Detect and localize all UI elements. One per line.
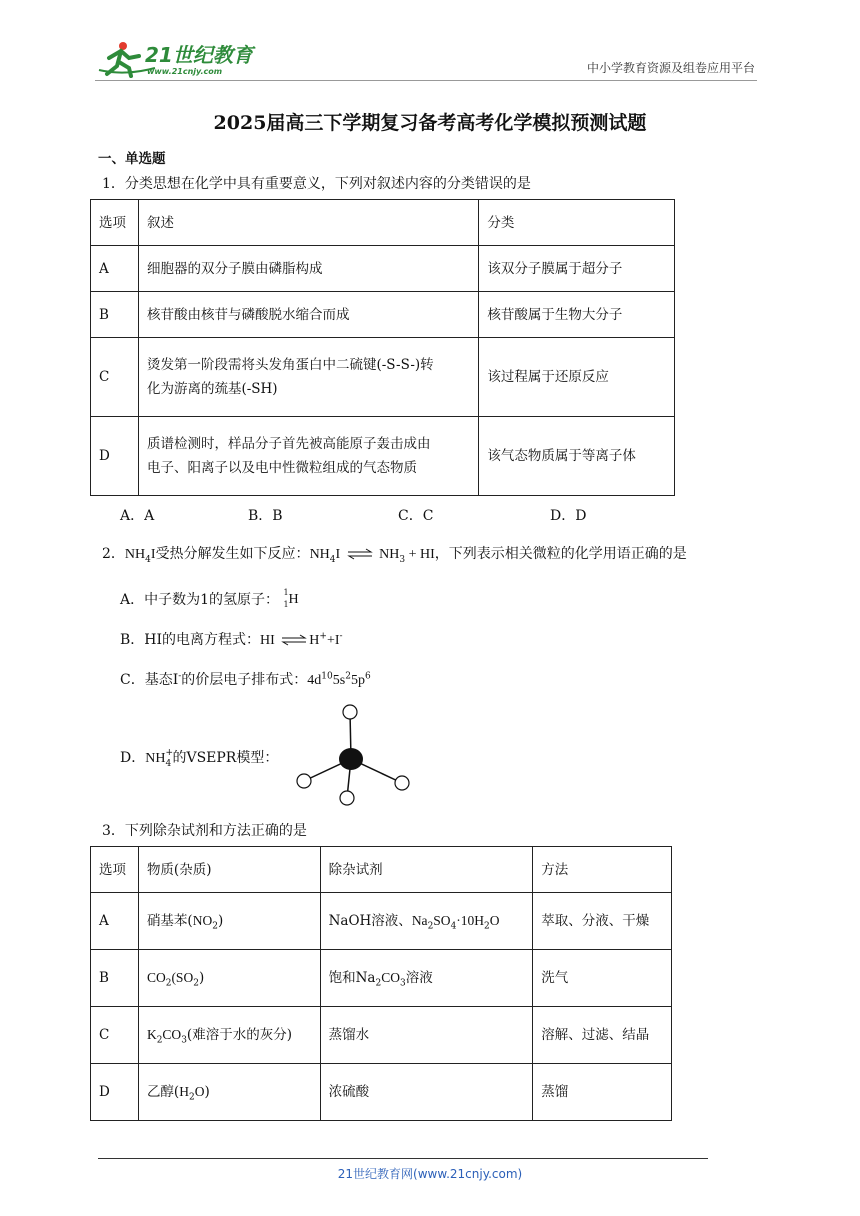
hydrogen-atom	[343, 705, 357, 719]
table-row	[91, 1007, 672, 1064]
description-cell: 核苷酸由核苷与磷酸脱水缩合而成	[138, 292, 478, 338]
header-cell: 方法	[533, 847, 672, 893]
method-cell: 溶解、过滤、结晶	[533, 1007, 672, 1064]
choice-a[interactable]: A．A	[120, 508, 155, 524]
nuclide-symbol: 1 1 H	[283, 588, 299, 609]
question-1-stem: 1．分类思想在化学中具有重要意义，下列对叙述内容的分类错误的是	[102, 176, 531, 192]
header-cell: 叙述	[138, 200, 478, 246]
description-line: 质谱检测时，样品分子首先被高能原子轰击成由	[146, 436, 431, 452]
q2-option-d[interactable]: D．NH + 4 的VSEPR模型：	[120, 748, 279, 769]
svg-text:www.21cnjy.com: www.21cnjy.com	[147, 67, 223, 76]
equilibrium-arrow-icon	[347, 548, 373, 560]
option-cell: D	[91, 417, 139, 496]
classification-cell: 该过程属于还原反应	[479, 338, 675, 417]
description-cell: 细胞器的双分子膜由磷脂构成	[138, 246, 478, 292]
table-row	[91, 246, 675, 292]
choice-c[interactable]: C．C	[398, 508, 434, 524]
option-cell: B	[91, 292, 139, 338]
q2-option-a[interactable]: A．中子数为1的氢原子： 1 1 H	[120, 588, 299, 609]
substance-cell: $K_2CO_3$(难溶于水的灰分)	[138, 1007, 320, 1064]
hydrogen-atom	[340, 791, 354, 805]
option-cell: A	[91, 893, 139, 950]
nitrogen-atom	[339, 748, 363, 770]
page-header	[95, 36, 757, 81]
equilibrium-arrow-icon	[281, 634, 307, 646]
hydrogen-atom	[395, 776, 409, 790]
method-cell: 蒸馏	[533, 1064, 672, 1121]
logo-21cnjy	[95, 36, 265, 80]
header-cell: 分类	[479, 200, 675, 246]
footer-link[interactable]: 21世纪教育网(www.21cnjy.com)	[337, 1167, 523, 1181]
question-3-stem: 3．下列除杂试剂和方法正确的是	[102, 823, 307, 839]
table-header-row	[91, 847, 672, 893]
q2-option-b[interactable]: B．HI的电离方程式：HI H++I-	[120, 631, 343, 648]
option-cell: D	[91, 1064, 139, 1121]
q2-option-c[interactable]: C．基态I-的价层电子排布式：$4d^{10}5s^25p^6$	[120, 671, 371, 688]
header-cell: 选项	[91, 200, 139, 246]
substance-cell: 硝基苯$(NO_2)$	[138, 893, 320, 950]
table-row	[91, 893, 672, 950]
table-row	[91, 417, 675, 496]
choice-b[interactable]: B．B	[248, 508, 283, 524]
table-header-row	[91, 200, 675, 246]
section-heading: 一、单选题	[98, 151, 166, 167]
header-cell: 物质(杂质)	[138, 847, 320, 893]
description-line: 电子、阳离子以及电中性微粒组成的气态物质	[146, 460, 417, 476]
option-cell: B	[91, 950, 139, 1007]
reagent-cell: NaOH溶液、$Na_2SO_4\cdot 10H_2O$	[320, 893, 533, 950]
reagent-cell: 浓硫酸	[320, 1064, 533, 1121]
description-line: 烫发第一阶段需将头发角蛋白中二硫键(-S-S-)转	[146, 357, 434, 373]
page-title: 2025届高三下学期复习备考高考化学模拟预测试题	[213, 112, 647, 134]
method-cell: 萃取、分液、干燥	[533, 893, 672, 950]
option-cell: C	[91, 338, 139, 417]
classification-cell: 核苷酸属于生物大分子	[479, 292, 675, 338]
classification-cell: 该双分子膜属于超分子	[479, 246, 675, 292]
substance-cell: $CO_2(SO_2)$	[138, 950, 320, 1007]
substance-cell: 乙醇$(H_2O)$	[138, 1064, 320, 1121]
reagent-cell: 饱和$Na_2CO_3$溶液	[320, 950, 533, 1007]
classification-cell: 该气态物质属于等离子体	[479, 417, 675, 496]
question-1-table	[90, 199, 675, 496]
header-cell: 除杂试剂	[320, 847, 533, 893]
description-cell	[138, 338, 478, 417]
header-cell: 选项	[91, 847, 139, 893]
platform-name: 中小学教育资源及组卷应用平台	[586, 61, 755, 75]
method-cell: 洗气	[533, 950, 672, 1007]
table-row	[91, 292, 675, 338]
option-cell: C	[91, 1007, 139, 1064]
footer-divider	[98, 1158, 708, 1159]
question-3-table	[90, 846, 672, 1121]
description-line: 化为游离的巯基(-SH)	[146, 381, 278, 397]
reagent-cell: 蒸馏水	[320, 1007, 533, 1064]
choice-d[interactable]: D．D	[550, 508, 587, 524]
table-row	[91, 950, 672, 1007]
hydrogen-atom	[297, 774, 311, 788]
question-2-stem: 2．$NH_4I$受热分解发生如下反应：$NH_4I$ $NH_3$ + HI，下列表示相关微粒的化学用语正确的是	[102, 546, 687, 565]
svg-text:21世纪教育: 21世纪教育	[145, 43, 253, 67]
table-row	[91, 1064, 672, 1121]
option-cell: A	[91, 246, 139, 292]
table-row	[91, 338, 675, 417]
vsepr-model-diagram	[288, 700, 418, 812]
description-cell	[138, 417, 478, 496]
